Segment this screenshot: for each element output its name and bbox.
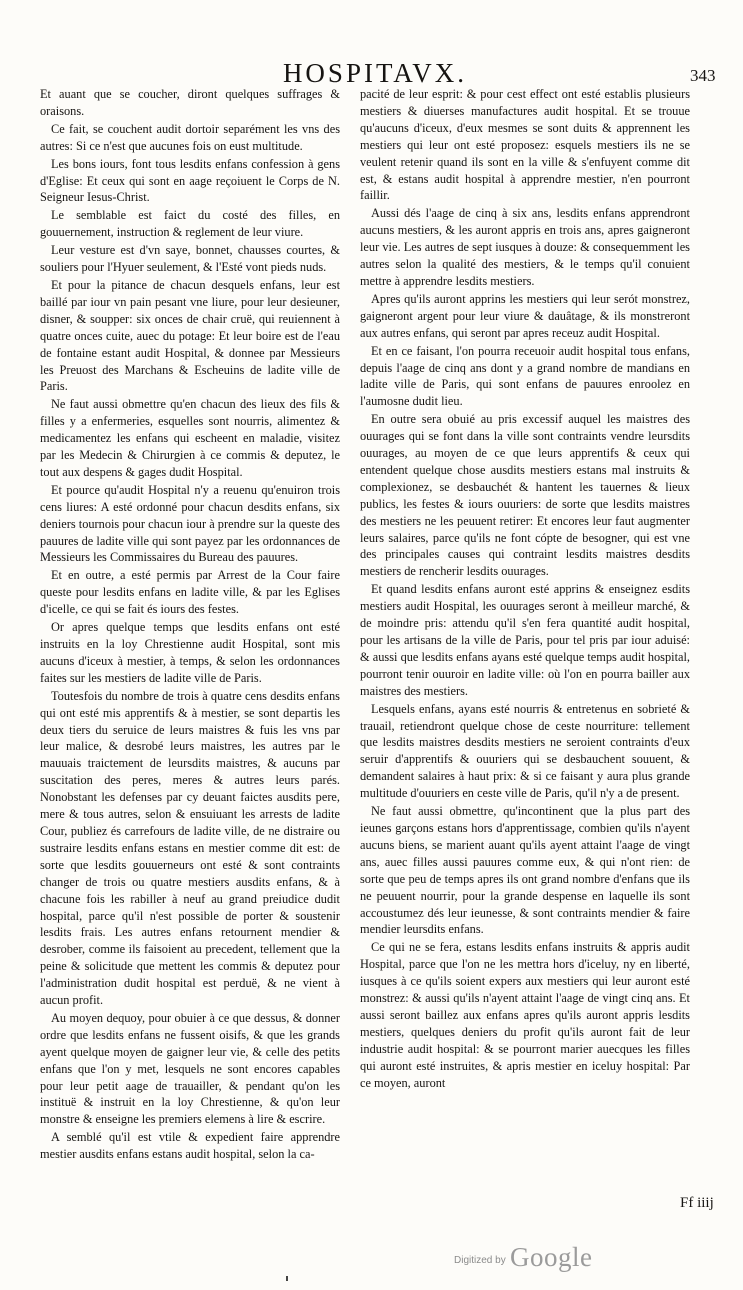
paragraph: Et en ce faisant, l'on pourra receuoir audit hospital tous enfans, depuis l'aage de cinq ans dont y a grand nombre de mandians en ladite ville de Paris, qui sont enfans de pauures enroolez en l'aumosne dudit lieu. (360, 343, 690, 409)
paragraph: Or apres quelque temps que lesdits enfans ont esté instruits en la loy Chrestienne audit Hospital, sont mis aucuns d'iceux à mestier, à temps, & selon les ordonnances faites sur les mestiers de ladite ville de Paris. (40, 620, 340, 685)
paragraph: Leur vesture est d'vn saye, bonnet, chausses courtes, & souliers pour l'Hyuer seulement, & l'Esté vont pieds nuds. (40, 243, 340, 275)
paragraph: pacité de leur esprit: & pour cest effect ont esté establis plusieurs mestiers & diuerses manufactures audit hospital. Et se trouue qu'aucuns d'iceux, d'eux mesmes se sont duits & apprennent les mestiers qui leur ont esté proposez: esquels mestiers ils ne se veulent retenir quand ils sont en la ville & s'enfuyent comme dit est, & estans audit hospital à apprendre mestier, n'en pourront faillir. (360, 87, 690, 203)
left-text-column (40, 86, 340, 1188)
paragraph: Ce fait, se couchent audit dortoir separément les vns des autres: Si ce n'est que aucunes fois on eust multitude. (40, 121, 340, 153)
watermark-logo: Google (510, 1242, 593, 1272)
paragraph: Apres qu'ils auront apprins les mestiers qui leur serót monstrez, gaigneront argent pour leur viure & dauâtage, & ils monstreront aux autres enfans, qui seront par apres receuz audit Hospital. (360, 291, 690, 340)
paragraph: Les bons iours, font tous lesdits enfans confession à gens d'Eglise: Et ceux qui sont en aage reçoiuent le Corps de N. Seigneur Iesus-Christ. (40, 156, 340, 205)
running-head (0, 56, 743, 88)
paragraph: Aussi dés l'aage de cinq à six ans, lesdits enfans apprendront aucuns mestiers, & les auront appris en trois ans, apres gaigneront leur vie. Les autres de sept iusques à douze: & consequemment les autres selon la qualité des mestiers, & le temps qu'il conuient mettre à apprendre lesdits mestiers. (360, 206, 690, 288)
paragraph: A semblé qu'il est vtile & expedient faire apprendre mestier ausdits enfans estans audit hospital, selon la ca- (40, 1130, 340, 1162)
paragraph: Toutesfois du nombre de trois à quatre cens desdits enfans qui ont esté mis apprentifs & à mestier, se sont departis les deux tiers du seruice de leurs maistres & fuis les vns par leur malice, & desrobé leurs maistres, les autres par le mauuais traictement de leursdits maistres, & aucuns par suscitation des peres, meres & autres leurs parés. Nonobstant les defenses par cy deuant faictes ausdits pere, mere & tous autres, selon & ensuiuant les arrests de ladite Cour, publiez és carrefours de ladite ville, de ne distraire ou sustraire lesdits enfans estans en mestier comme dit est: de sorte que lesdits gouuerneurs ont esté & sont contraints changer de trois ou quatre mestiers ausdits enfans, & à chacune fois les rabiller à neuf au grand preiudice dudit hospital, parce qu'il n'est possible de porter & soustenir lesdits frais. Les autres enfans retournent mendier & desrober, comme ils faisoient au precedent, tellement que la peine & solicitude que mettent les commis & deputez pour l'administration dudit hospital est perduë, & ne vient à aucun profit. (40, 688, 340, 1008)
paragraph: Le semblable est faict du costé des filles, en gouuernement, instruction & reglement de leur viure. (40, 208, 340, 240)
paragraph: Ce qui ne se fera, estans lesdits enfans instruits & appris audit Hospital, parce que l'on ne les mettra hors d'iceluy, ny en liberté, iusques à ce qu'ils soient expers aux mestiers qui leur auront esté monstrez: & aussi qu'ils n'ayent attaint l'aage de vingt cinq ans. Et aussi seront baillez aux enfans apres qu'ils auront appris lesdits mestiers, quelques deniers du profit qu'ils auront fait de leur industrie audit hospital: & se pourront marier auecques les filles qui auront esté instruites, & apris mestier en iceluy hospital: Par ce moyen, auront (360, 940, 690, 1090)
page-number: 343 (690, 66, 716, 85)
ink-speck (286, 1276, 288, 1281)
watermark-prefix: Digitized by (454, 1255, 506, 1266)
paragraph: Lesquels enfans, ayans esté nourris & entretenus en sobrieté & trauail, retiendront quelque chose de ceste nourriture: tellement que lesdits maistres desdits mestiers ne seroient contraints d'eux seruir d'apprentifs & ouuriers qui se desbauchent souuent, & demandent salaires à haut prix: & si ce faisant y aura plus grande multitude d'ouuriers en ceste ville de Paris, qu'il n'y a de present. (360, 701, 690, 801)
signature-mark: Ff iiij (680, 1195, 714, 1211)
paragraph: Et quand lesdits enfans auront esté apprins & enseignez esdits mestiers audit Hospital, les ouurages seront à meilleur marché, & de moindre pris: attendu qu'il s'en fera quantité audit hospital, pour les artisans de la ville de Paris, pour tel pris par iour aduisé: & aussi que lesdits enfans ayans esté quelque temps audit hospital, pourront tenir ouuroir en ladite ville: où l'on en pourra bailler aux maistres des mestiers. (360, 582, 690, 698)
digitization-watermark (454, 1239, 624, 1273)
page-title: HOSPITAVX. (282, 58, 468, 88)
right-text-column (360, 86, 690, 1188)
paragraph: En outre sera obuié au pris excessif auquel les maistres des ouurages qui se font dans la ville sont contraints vendre leursdits ouurages, au moyen de ce que leurs apprentifs & ceux qui entendent quelque chose ausdits mestiers estans mal instruits & complexionez, se desbauchét & hantent les tauernes & lieux publics, les festes & iours ouuriers: de sorte que lesdits maistres des mestiers ne les peuuent retirer: Et encores leur faut augmenter leurs salaires, parce qu'ils ne font cópte de besogner, qui est vne des principales causes qui contraint lesdits maistres desdits mestiers de rencherir lesdits ouurages. (360, 412, 690, 579)
paragraph: Au moyen dequoy, pour obuier à ce que dessus, & donner ordre que lesdits enfans ne fussent oisifs, & que les grands ayent quelque moyen de gaigner leur vie, & celle des petits enfans que l'on y met, lesquels ne sont encores capables pour leur petit aage de trauailler, & pendant qu'on les instituë & instruit en la loy Chrestienne, & qu'on leur monstre & enseigne les premiers elemens à lire & escrire. (40, 1010, 340, 1127)
paragraph: Et en outre, a esté permis par Arrest de la Cour faire queste pour lesdits enfans en ladite ville, & par les Eglises d'icelle, ce qui se fait és iours des festes. (40, 568, 340, 617)
paragraph: Ne faut aussi obmettre qu'en chacun des lieux des fils & filles y a enfermeries, esquelles sont nourris, alimentez & medicamentez les enfans qui escheent en maladie, visitez par les Medecin & Chirurgien à ce commis & deputez, le tout aux despens & gages dudit Hospital. (40, 397, 340, 479)
paragraph: Et pour la pitance de chacun desquels enfans, leur est baillé par iour vn pain pesant vne liure, pour leur desieuner, disner, & soupper: six onces de chair cruë, qui reuiennent à quatre onces cuite, auec du potage: Et leur boire est de l'eau de fontaine estant audit Hospital, & donnee par Messieurs les Preuost des Marchans & Escheuins de ladite ville de Paris. (40, 277, 340, 394)
paragraph: Ne faut aussi obmettre, qu'incontinent que la plus part des ieunes garçons estans hors d'apprentissage, combien qu'ils n'ayent aucuns biens, se marient auant qu'ils ayent attaint l'aage de vingt ans, auec filles aussi pauures comme eux, & qui n'ont rien: de sorte que peu de temps apres ils ont grand nombre d'enfans que ils ne peuuent nourrir, pour la grande despense en laquelle ils sont accoustumez dés leur ieunesse, & sont contraints mendier & faire mendier leursdits enfans. (360, 804, 690, 937)
paragraph: Et auant que se coucher, diront quelques suffrages & oraisons. (40, 87, 340, 118)
paragraph: Et pource qu'audit Hospital n'y a reuenu qu'enuiron trois cens liures: A esté ordonné pour chacun desdits enfans, six deniers tournois pour chacun iour à prendre sur la queste des pauures de ladite ville qui sont payez par les ordonnances de Messieurs les Commissaires du Bureau des pauures. (40, 482, 340, 565)
